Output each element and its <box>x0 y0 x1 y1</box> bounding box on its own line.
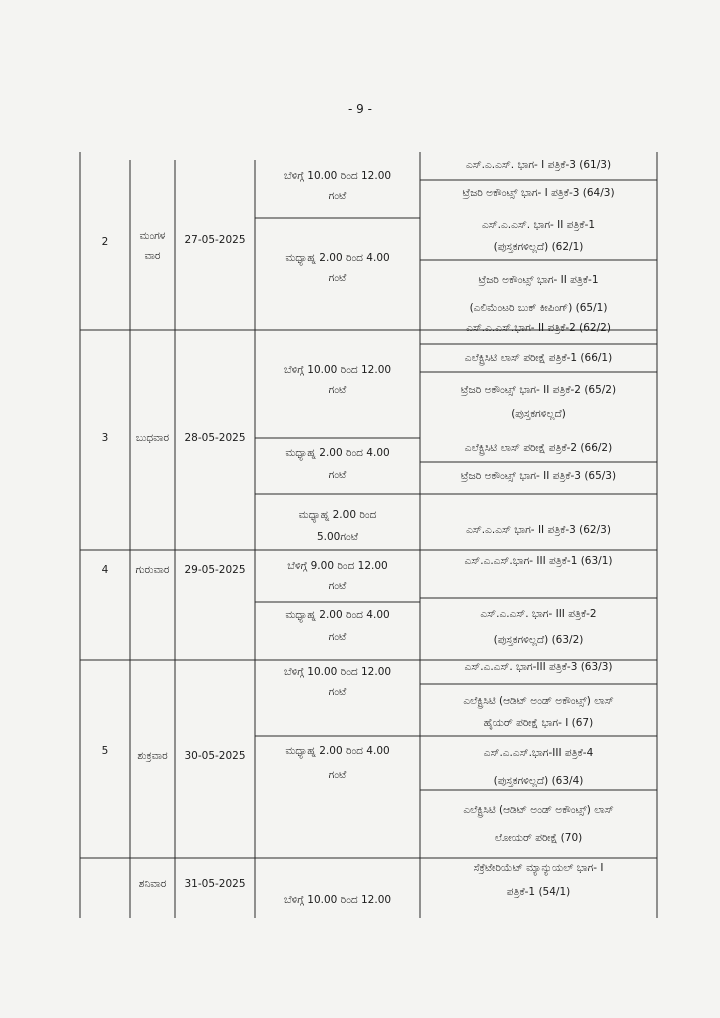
row-5-time2-line2: ಗಂಟೆ <box>328 769 347 781</box>
row-3-day: ಬುಧವಾರ <box>135 432 170 444</box>
row-3-date: 28-05-2025 <box>184 432 246 444</box>
row-5-paper2-line1: ಎಲೆಕ್ಟ್ರಿಸಿಟಿ (ಆಡಿಟ್ ಅಂಡ್ ಅಕೌಂಟ್ಸ್) ಲಾಸ್ <box>463 695 614 707</box>
row-6-date: 31-05-2025 <box>184 878 246 890</box>
row-3-time1-line2: ಗಂಟೆ <box>328 384 347 396</box>
row-4-time2 <box>255 604 420 648</box>
row-5-paper2 <box>420 690 657 734</box>
row-5-paper4 <box>420 796 657 852</box>
row-6-paper1-line2: ಪತ್ರಿಕೆ-1 (54/1) <box>506 886 571 898</box>
row-5-time2-line1: ಮಧ್ಯಾಹ್ನ 2.00 ರಿಂದ 4.00 <box>285 745 390 757</box>
row-4-time2-line1: ಮಧ್ಯಾಹ್ನ 2.00 ರಿಂದ 4.00 <box>285 609 390 621</box>
row-3-time1-line1: ಬೆಳಿಗ್ಗೆ 10.00 ರಿಂದ 12.00 <box>283 364 392 376</box>
row-3-time2-line1: ಮಧ್ಯಾಹ್ನ 2.00 ರಿಂದ 4.00 <box>285 447 390 459</box>
row-4-paper1: ಎಸ್.ಎ.ಎಸ್.ಭಾಗ- III ಪತ್ರಿಕೆ-1 (63/1) <box>464 555 613 567</box>
row-3-paper4: ಎಲೆಕ್ಟ್ರಿಸಿಟಿ ಲಾಸ್ ಪರೀಕ್ಷೆ ಪತ್ರಿಕೆ-2 (66/2) <box>464 442 613 454</box>
row-4-date: 29-05-2025 <box>184 564 246 576</box>
row-5-paper3-line2: (ಪುಸ್ತಕಗಳಿಲ್ಲದೆ) (63/4) <box>493 775 584 787</box>
row-2-time2-line2: ಗಂಟೆ <box>328 272 347 284</box>
row-3-time3-line1: ಮಧ್ಯಾಹ್ನ 2.00 ರಿಂದ <box>298 509 377 521</box>
row-4-paper2-line1: ಎಸ್.ಎ.ಎಸ್. ಭಾಗ- III ಪತ್ರಿಕೆ-2 <box>480 608 597 620</box>
row-5-paper3-line1: ಎಸ್.ಎ.ಎಸ್.ಭಾಗ-III ಪತ್ರಿಕೆ-4 <box>483 747 594 759</box>
row-4-number: 4 <box>101 564 109 576</box>
row-6-paper1-line1: ಸೆಕ್ರೆಟೇರಿಯೆಟ್ ಮ್ಯಾನ್ಯುಯಲ್ ಭಾಗ- I <box>473 862 604 874</box>
row-4-time1 <box>255 556 420 596</box>
row-5-time2 <box>255 739 420 787</box>
row-2-day-line1: ಮಂಗಳ <box>139 230 166 242</box>
row-3-time2-line2: ಗಂಟೆ <box>328 469 347 481</box>
row-2-time2 <box>255 248 420 288</box>
row-5-paper2-line2: ಹೈಯರ್ ಪರೀಕ್ಷೆ ಭಾಗ- I (67) <box>483 717 594 729</box>
row-3-time1 <box>255 360 420 400</box>
row-3-number: 3 <box>101 432 109 444</box>
page-number: - 9 - <box>348 102 372 116</box>
row-2-time1-line2: ಗಂಟೆ <box>328 190 347 202</box>
row-2-time1 <box>255 166 420 206</box>
row-5-paper1: ಎಸ್.ಎ.ಎಸ್. ಭಾಗ-III ಪತ್ರಿಕೆ-3 (63/3) <box>464 661 613 673</box>
row-3-paper6: ಎಸ್.ಎ.ಎಸ್ ಭಾಗ- II ಪತ್ರಿಕೆ-3 (62/3) <box>466 524 611 536</box>
row-2-paper3-line1: ಎಸ್.ಎ.ಎಸ್. ಭಾಗ- II ಪತ್ರಿಕೆ-1 <box>481 219 596 231</box>
row-5-time1-line2: ಗಂಟೆ <box>328 686 347 698</box>
row-4-time1-line1: ಬೆಳಿಗ್ಗೆ 9.00 ರಿಂದ 12.00 <box>287 560 388 572</box>
row-6-paper1 <box>420 856 657 904</box>
row-2-paper4-line1: ಟ್ರೆಜರಿ ಅಕೌಂಟ್ಸ್ ಭಾಗ- II ಪತ್ರಿಕೆ-1 <box>478 274 599 286</box>
row-2-paper2: ಟ್ರೆಜರಿ ಅಕೌಂಟ್ಸ್ ಭಾಗ- I ಪತ್ರಿಕೆ-3 (64/3) <box>462 187 615 199</box>
row-2-day <box>130 226 175 266</box>
row-5-date: 30-05-2025 <box>184 750 246 762</box>
row-5-number: 5 <box>101 745 109 757</box>
row-4-time1-line2: ಗಂಟೆ <box>328 580 347 592</box>
row-4-time2-line2: ಗಂಟೆ <box>328 631 347 643</box>
row-2-paper3 <box>420 214 657 258</box>
row-2-number: 2 <box>101 236 109 248</box>
row-2-paper4 <box>420 266 657 322</box>
row-3-time3-line2: 5.00ಗಂಟೆ <box>316 531 358 543</box>
row-5-time1 <box>255 662 420 702</box>
row-3-time3 <box>255 504 420 548</box>
row-3-paper3 <box>420 378 657 426</box>
row-3-paper3-line1: ಟ್ರೆಜರಿ ಅಕೌಂಟ್ಸ್ ಭಾಗ- II ಪತ್ರಿಕೆ-2 (65/2) <box>460 384 617 396</box>
row-2-time2-line1: ಮಧ್ಯಾಹ್ನ 2.00 ರಿಂದ 4.00 <box>285 252 390 264</box>
row-4-paper2 <box>420 601 657 653</box>
row-3-paper2: ಎಲೆಕ್ಟ್ರಿಸಿಟಿ ಲಾಸ್ ಪರೀಕ್ಷೆ ಪತ್ರಿಕೆ-1 (66/1) <box>464 352 613 364</box>
row-5-time1-line1: ಬೆಳಿಗ್ಗೆ 10.00 ರಿಂದ 12.00 <box>283 666 392 678</box>
row-5-paper4-line1: ಎಲೆಕ್ಟ್ರಿಸಿಟಿ (ಆಡಿಟ್ ಅಂಡ್ ಅಕೌಂಟ್ಸ್) ಲಾಸ್ <box>463 804 614 816</box>
row-4-paper2-line2: (ಪುಸ್ತಕಗಳಿಲ್ಲದೆ) (63/2) <box>493 634 584 646</box>
row-3-paper3-line2: (ಪುಸ್ತಕಗಳಿಲ್ಲದೆ) <box>511 408 566 420</box>
row-5-paper4-line2: ಲೋಯರ್ ಪರೀಕ್ಷೆ (70) <box>494 832 583 844</box>
row-3-paper1: ಎಸ್.ಎ.ಎಸ್.ಭಾಗ- II ಪತ್ರಿಕೆ-2 (62/2) <box>466 322 611 334</box>
row-5-day: ಶುಕ್ರವಾರ <box>137 750 168 762</box>
row-6-time1: ಬೆಳಿಗ್ಗೆ 10.00 ರಿಂದ 12.00 <box>283 894 392 906</box>
row-3-paper5: ಟ್ರೆಜರಿ ಅಕೌಂಟ್ಸ್ ಭಾಗ- II ಪತ್ರಿಕೆ-3 (65/3) <box>460 470 617 482</box>
row-6-day: ಶನಿವಾರ <box>138 878 167 890</box>
row-2-date: 27-05-2025 <box>184 234 246 246</box>
row-2-paper3-line2: (ಪುಸ್ತಕಗಳಿಲ್ಲದೆ) (62/1) <box>493 241 584 253</box>
row-2-paper1: ಎಸ್.ಎ.ಎಸ್. ಭಾಗ- I ಪತ್ರಿಕೆ-3 (61/3) <box>465 159 612 171</box>
row-5-paper3 <box>420 739 657 795</box>
row-2-time1-line1: ಬೆಳಿಗ್ಗೆ 10.00 ರಿಂದ 12.00 <box>283 170 392 182</box>
row-2-paper4-line2: (ಎಲಿಮೆಂಟರಿ ಬುಕ್ ಕೀಪಿಂಗ್) (65/1) <box>469 302 608 314</box>
row-2-day-line2: ವಾರ <box>144 250 161 262</box>
row-3-time2 <box>255 442 420 486</box>
row-4-day: ಗುರುವಾರ <box>135 564 170 576</box>
